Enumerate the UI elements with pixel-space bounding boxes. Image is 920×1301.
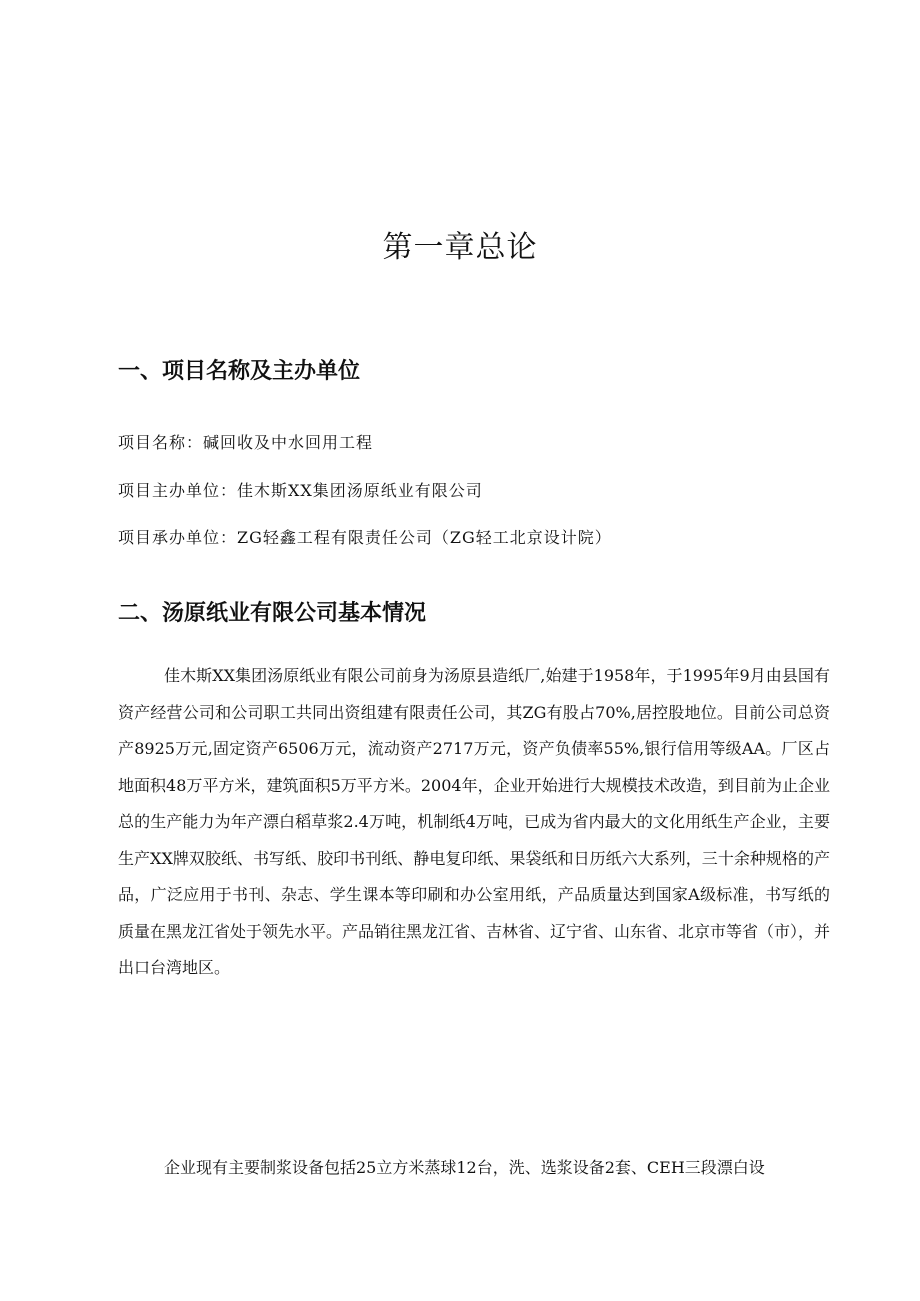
- section-heading-project-name: 一、项目名称及主办单位: [118, 359, 361, 384]
- company-overview-paragraph: 佳木斯XX集团汤原纸业有限公司前身为汤原县造纸厂,始建于1958年，于1995年9月由县国有资产经营公司和公司职工共同出资组建有限责任公司，其ZG有股占70%,居控股地位。目前公司总资产8925万元,固定资产6506万元，流动资产2717万元，资产负债率55%,银行信用等级AA。厂区占地面积48万平方米，建筑面积5万平方米。2004年，企业开始进行大规模技术改造，到目前为止企业总的生产能力为年产漂白稻草浆2.4万吨，机制纸4万吨，已成为省内最大的文化用纸生产企业，主要生产XX牌双胶纸、书写纸、胶印书刊纸、静电复印纸、果袋纸和日历纸六大系列，三十余种规格的产品，广泛应用于书刊、杂志、学生课本等印刷和办公室用纸，产品质量达到国家A级标准，书写纸的质量在黑龙江省处于领先水平。产品销往黑龙江省、吉林省、辽宁省、山东省、北京市等省（市），并出口台湾地区。: [118, 666, 831, 977]
- project-sponsor-line: 项目主办单位：佳木斯XX集团汤原纸业有限公司: [118, 481, 483, 500]
- chapter-title: 第一章总论: [382, 230, 538, 265]
- equipment-paragraph: 企业现有主要制浆设备包括25立方米蒸球12台，洗、选浆设备2套、CEH三段漂白设: [164, 1158, 765, 1177]
- project-name-line: 项目名称：碱回收及中水回用工程: [118, 433, 374, 452]
- project-contractor-line: 项目承办单位：ZG轻鑫工程有限责任公司（ZG轻工北京设计院）: [118, 528, 612, 547]
- section-heading-company-overview: 二、汤原纸业有限公司基本情况: [118, 601, 427, 626]
